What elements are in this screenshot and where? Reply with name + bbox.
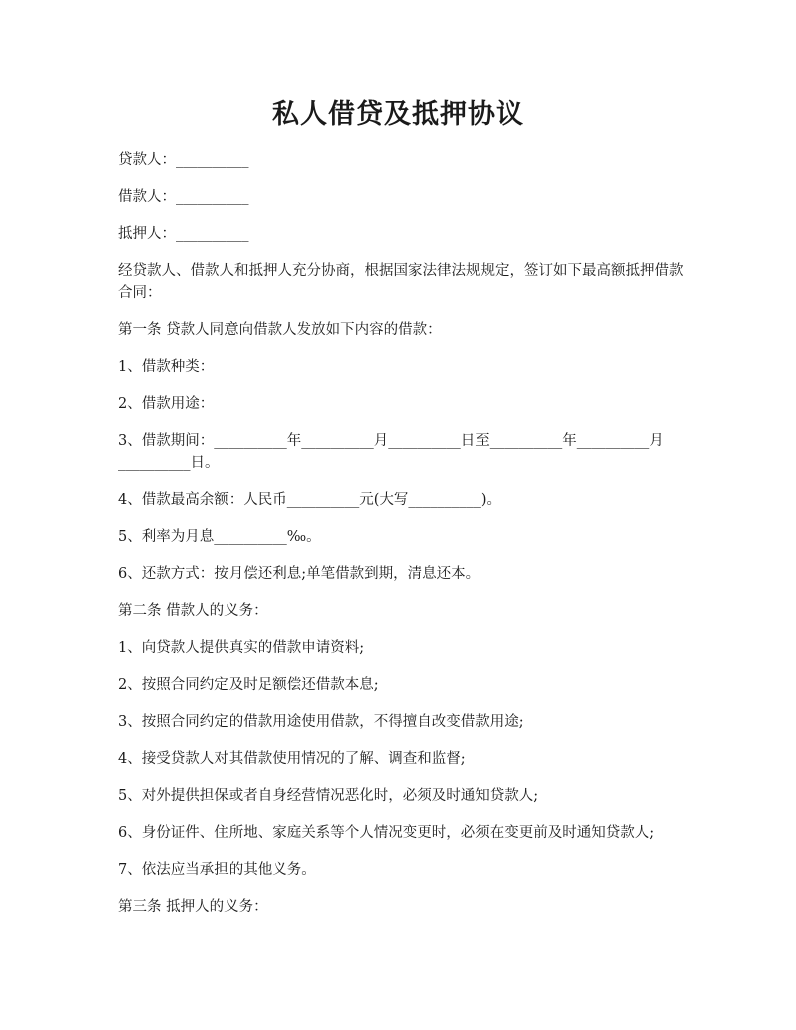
preamble-paragraph: 经贷款人、借款人和抵押人充分协商，根据国家法律法规规定，签订如下最高额抵押借款合同： [118, 263, 684, 301]
article-2-item-1: 1、向贷款人提供真实的借款申请资料; [118, 640, 365, 656]
article-3-heading: 第三条 抵押人的义务： [118, 899, 268, 915]
article-2-item-6: 6、身份证件、住所地、家庭关系等个人情况变更时，必须在变更前及时通知贷款人; [118, 825, 655, 841]
article-1-item-2: 2、借款用途： [118, 396, 215, 412]
article-1-item-5: 5、利率为月息__________‰。 [118, 529, 321, 545]
article-2-item-3: 3、按照合同约定的借款用途使用借款，不得擅自改变借款用途; [118, 714, 524, 730]
document-title: 私人借贷及抵押协议 [272, 99, 524, 130]
article-1-item-6: 6、还款方式：按月偿还利息;单笔借款到期，清息还本。 [118, 566, 481, 582]
article-2-item-4: 4、接受贷款人对其借款使用情况的了解、调查和监督; [118, 751, 466, 767]
article-2-item-5: 5、对外提供担保或者自身经营情况恶化时，必须及时通知贷款人; [118, 788, 539, 804]
article-1-item-1: 1、借款种类： [118, 359, 215, 375]
article-1-heading: 第一条 贷款人同意向借款人发放如下内容的借款： [118, 322, 442, 338]
article-2-item-2: 2、按照合同约定及时足额偿还借款本息; [118, 677, 379, 693]
article-1-item-3: 3、借款期间：__________年__________月__________日至__________年__________月__________日。 [118, 433, 664, 471]
lender-line: 贷款人：__________ [118, 152, 249, 168]
article-2-item-7: 7、依法应当承担的其他义务。 [118, 862, 316, 878]
article-2-heading: 第二条 借款人的义务： [118, 603, 268, 619]
borrower-line: 借款人：__________ [118, 189, 249, 205]
article-1-item-4: 4、借款最高余额：人民币__________元(大写__________)。 [118, 492, 502, 508]
mortgagor-line: 抵押人：__________ [118, 226, 249, 242]
document-body [118, 149, 686, 933]
